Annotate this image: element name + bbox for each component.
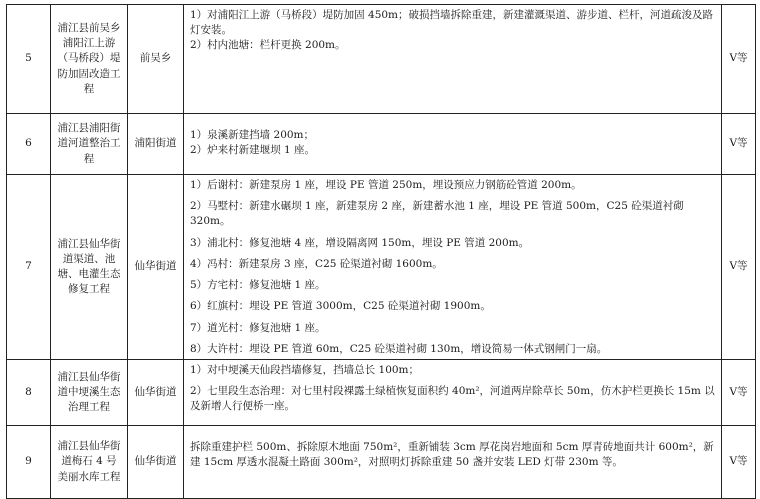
table-row-8 [7,359,756,425]
project-name: 浦江县仙华街道渠道、池塘、电灌生态修复工程 [51,175,128,360]
project-content [184,425,722,498]
content-line: 1）泉溪新建挡墙 200m； [190,129,315,141]
project-name: 浦江县仙华街道梅石 4 号美丽水库工程 [51,425,128,498]
row-number: 8 [7,359,51,425]
grade-label: V等 [722,175,756,360]
content-line: 2）村内池塘：栏杆更换 200m。 [190,39,346,52]
grade-label: V等 [722,5,756,114]
content-line: 2）炉来村新建堰坝 1 座。 [190,144,316,157]
grade-label: V等 [722,425,756,498]
content-line: 拆除重建护栏 500m、拆除原木地面 750m²，重新铺装 3cm 厚花岗岩地面和 5cm 厚青砖地面共计 600m²，新建 15cm 厚透水混凝土路面 300m²，对照明灯拆除重建 50 盏并安装 LED 灯带 230m 等。 [190,440,714,469]
content-line: 1）对浦阳江上游（马桥段）堤防加固 450m；破损挡墙拆除重建，新建灌溉渠道、游步道、栏杆，河道疏浚及路灯安装。 [190,9,714,37]
row-number: 5 [7,5,51,114]
content-line: 7）道光村：修复池塘 1 座。 [190,321,326,334]
content-line: 3）浦北村：修复池塘 4 座，增设隔离网 150m，埋设 PE 管道 200m。 [190,236,530,249]
content-line: 4）冯村：新建泵房 3 座，C25 砼渠道衬砌 1600m。 [190,257,443,270]
content-line: 1）后谢村：新建泵房 1 座，埋设 PE 管道 250m，埋设预应力钢筋砼管道 200m。 [190,179,582,191]
row-number: 9 [7,425,51,498]
township: 浦阳街道 [128,114,184,175]
content-line: 2）马墅村：新建水碾坝 1 座，新建泵房 2 座，新建蓄水池 1 座，埋设 PE 管道 500m，C25 砼渠道衬砌 320m。 [190,200,684,228]
table-row-6 [7,114,756,175]
row-number: 6 [7,114,51,175]
project-table [6,4,756,499]
content-line: 2）七里段生态治理：对七里村段裸露土绿植恢复面积约 40m²，河道两岸除草长 50m，仿木护栏更换长 15m 以及新增人行便桥一座。 [190,385,715,413]
table-row-5 [7,5,756,114]
table-row-9 [7,425,756,498]
content-line: 8）大许村：埋设 PE 管道 60m，C25 砼渠道衬砌 130m，增设简易一体式钢闸门一扇。 [190,342,608,355]
township: 仙华街道 [128,359,184,425]
content-line: 5）方宅村：修复池塘 1 座。 [190,279,326,292]
content-line: 6）红旗村：埋设 PE 管道 3000m，C25 砼渠道衬砌 1900m。 [190,300,491,313]
township: 仙华街道 [128,425,184,498]
content-line: 1）对中埂溪天仙段挡墙修复，挡墙总长 100m； [190,363,420,376]
table-row-7 [7,175,756,360]
project-content [184,5,722,114]
project-name: 浦江县仙华街道中埂溪生态治理工程 [51,359,128,425]
project-content [184,175,722,360]
township: 仙华街道 [128,175,184,360]
project-content [184,359,722,425]
project-content [184,114,722,175]
row-number: 7 [7,175,51,360]
project-name: 浦江县前吴乡浦阳江上游（马桥段）堤防加固改造工程 [51,5,128,114]
grade-label: V等 [722,114,756,175]
grade-label: V等 [722,359,756,425]
project-name: 浦江县浦阳街道河道整治工程 [51,114,128,175]
township: 前吴乡 [128,5,184,114]
